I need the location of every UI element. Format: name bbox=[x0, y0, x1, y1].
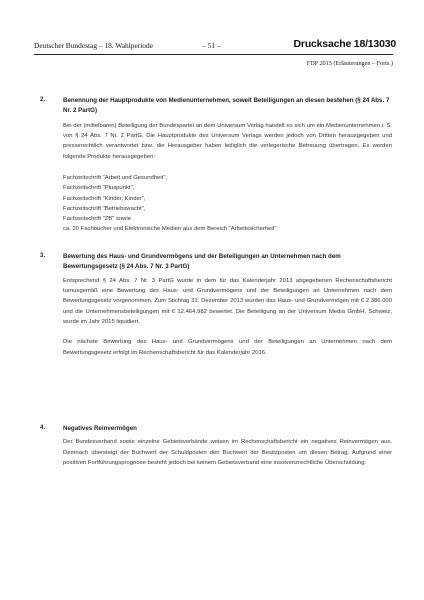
list-item: Fachzeitschrift "Betriebswacht", bbox=[63, 205, 146, 212]
list-item: Fachzeitschrift "ZB" sowie bbox=[63, 216, 132, 223]
section-heading: Bewertung des Haus- und Grundvermögens und der Beteiligungen an Unternehmen nach dem Bewertungsgesetz (§ 24 Abs. 7 Nr. 3 PartG) bbox=[63, 253, 341, 271]
section-heading: Negatives Reinvermögen bbox=[63, 425, 137, 432]
drucksache-number: Drucksache 18/13030 bbox=[293, 38, 396, 50]
product-list bbox=[63, 173, 392, 235]
section-paragraph: Die nächste Bewertung des Haus- und Grundvermögens und der Beteiligungen an Unternehmen nach dem Bewertungsgesetz erfolgt im Rechenschaftsbericht für das Kalenderjahr 2016. bbox=[63, 339, 392, 356]
page-number: – 51 – bbox=[202, 41, 221, 50]
section-paragraph: Bei der (mittelbaren) Beteiligung der Bundespartei an dem Universum Verlag handelt es sich um ein Medienunternehmen i. S. von § 24 Abs. 7 Nr. 2 PartG. Die Hauptprodukte des Universum Verlags werden jedoch von Dritten herausgegeben und presserechtlich verantwortet bzw. die Herausgeber haben lediglich die verlegerische Betreuung übertragen. Es werden folgende Produkte herausgegeben: bbox=[63, 122, 392, 160]
section-paragraph: Der Bundesverband sowie einzelne Gebietsverbände weisen im Rechenschaftsbericht ein negatives Reinvermögen aus. Demnach übersteigt der Buchwert der Schuldposten den Buchwert der Besitzposten um diesen Betrag. Aufgrund einer positiven Fortführungsprognose besteht jedoch bei keinem Gebietsverband eine insolvenzrechtliche Überschuldung. bbox=[63, 439, 392, 466]
page-header bbox=[34, 38, 394, 52]
header-rule bbox=[34, 54, 393, 55]
parliament-period: Deutscher Bundestag – 18. Wahlperiode bbox=[34, 41, 153, 50]
section-number: 2. bbox=[40, 96, 46, 103]
list-item: ca. 20 Fachbücher und Elektronische Medien aus dem Bereich "Arbeitssicherheit". bbox=[63, 226, 279, 233]
section-subheader: FDP 2015 (Erläuterungen – Forts.) bbox=[306, 60, 393, 67]
section-number: 4. bbox=[40, 424, 46, 431]
section-paragraph: Entsprechend § 24 Abs. 7 Nr. 3 PartG wurde in dem für das Kalenderjahr 2013 abgegebenen Rechenschaftsbericht turnusgemäß eine Bewertung des Haus- und Grundvermögens und der Beteiligungen an Unternehmen nach dem Bewertungsgesetz vorgenommen. Zum Stichtag 31. Dezember 2013 wurden das Haus- und Grundvermögen mit € 2.386.000 und die Unternehmensbeteiligungen mit € 12.464.982 bewertet. Die Beteiligung an der Universum Media GmbH, Schweiz, wurde im Jahr 2015 liquidiert. bbox=[63, 277, 392, 325]
section-heading: Benennung der Hauptprodukte von Medienunternehmen, soweit Beteiligungen an diesen bestehen (§ 24 Abs. 7 Nr. 2 PartG) bbox=[63, 97, 390, 115]
section-3 bbox=[40, 252, 392, 358]
list-item: Fachzeitschrift "Pluspunkt", bbox=[63, 185, 135, 192]
list-item: Fachzeitschrift "Kinder, Kinder", bbox=[63, 195, 146, 202]
section-4 bbox=[40, 424, 392, 468]
section-2 bbox=[40, 96, 392, 235]
list-item: Fachzeitschrift "Arbeit und Gesundheit", bbox=[63, 175, 168, 181]
section-number: 3. bbox=[40, 252, 46, 259]
